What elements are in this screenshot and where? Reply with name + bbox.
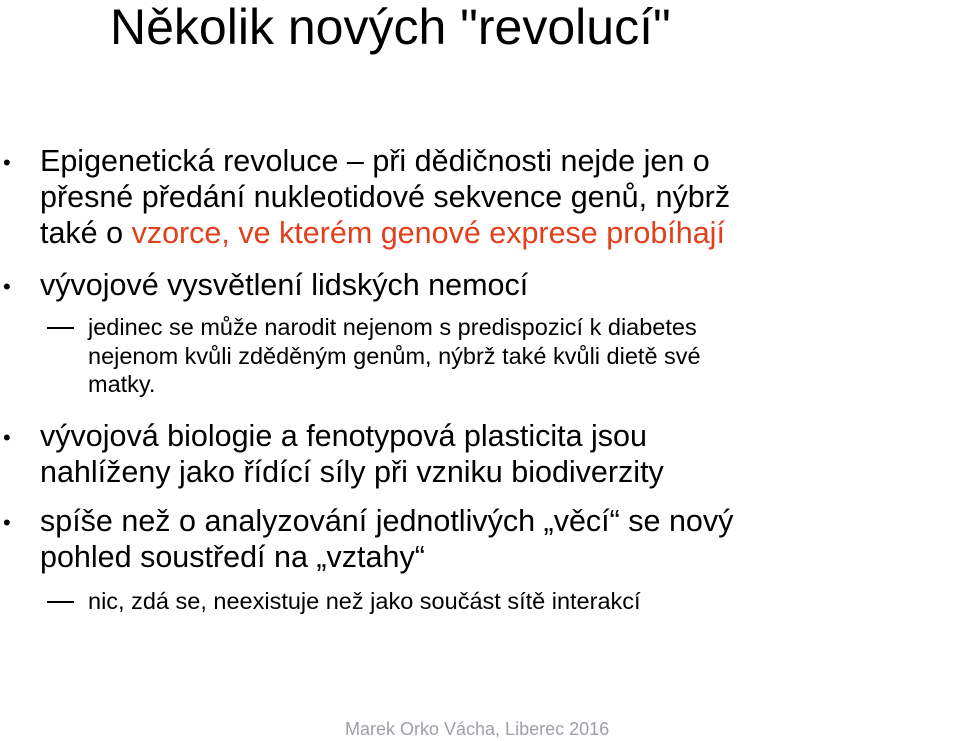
bullet-text: [40, 418, 958, 490]
sub-bullet-line: nic, zdá se, neexistuje než jako součást sítě interakcí: [88, 588, 641, 614]
bullet-text: [40, 143, 958, 251]
sub-bullet-text: [88, 313, 960, 399]
bullet-line: vývojové vysvětlení lidských nemocí: [40, 268, 529, 302]
bullet-dot-icon: •: [3, 510, 11, 535]
footer-author: Marek Orko Vácha, Liberec 2016: [345, 719, 610, 739]
dash-icon: [47, 327, 74, 329]
bullet-line: pohled soustředí na „vztahy“: [40, 540, 425, 574]
bullet-dot-icon: •: [3, 274, 11, 299]
bullet-line: nahlíženy jako řídící síly při vzniku biodiverzity: [40, 455, 664, 489]
bullet-line: Epigenetická revoluce – při dědičnosti nejde jen o: [40, 144, 710, 178]
bullet-text: [40, 267, 958, 303]
bullet-line: přesné předání nukleotidové sekvence genů, nýbrž: [40, 180, 731, 214]
sub-bullet-line: jedinec se může narodit nejenom s predispozicí k diabetes: [88, 314, 697, 340]
dash-icon: [47, 601, 74, 603]
bullet-line: [40, 215, 958, 251]
sub-bullet-text: [88, 587, 960, 616]
bullet-line-accent: vzorce, ve kterém genové exprese probíhají: [131, 216, 725, 250]
bullet-text: [40, 503, 958, 575]
bullet-dot-icon: •: [3, 150, 11, 175]
bullet-line: vývojová biologie a fenotypová plasticita jsou: [40, 419, 647, 453]
bullet-line: spíše než o analyzování jednotlivých „věcí“ se nový: [40, 504, 734, 538]
sub-bullet-line: matky.: [88, 371, 156, 397]
sub-bullet-line: nejenom kvůli zděděným genům, nýbrž také kvůli dietě své: [88, 342, 701, 369]
bullet-line-plain: také o: [40, 216, 132, 250]
slide-title: Několik nových "revolucí": [110, 0, 671, 55]
bullet-dot-icon: •: [3, 425, 11, 450]
